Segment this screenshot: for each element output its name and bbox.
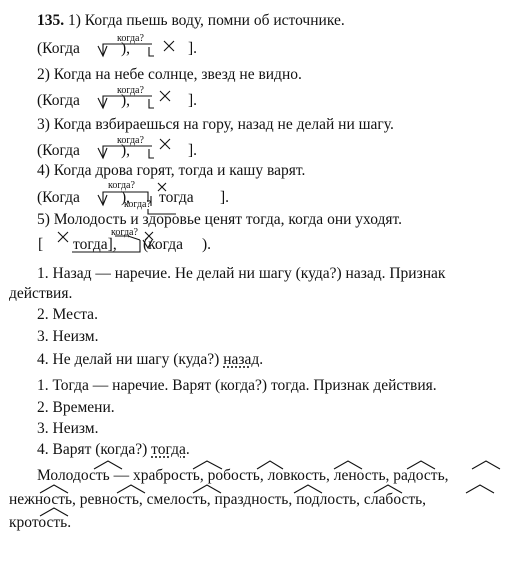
scheme-4-close: ]. — [220, 189, 230, 206]
scheme-5-close: ). — [202, 236, 212, 253]
arrow-down-icon — [98, 195, 107, 205]
arrow-down-icon — [98, 98, 107, 108]
underlined-word: назад — [223, 351, 260, 368]
scheme-5-mid: тогда], — [73, 236, 117, 253]
scheme-2-open: (Когда — [37, 92, 80, 109]
underlined-word: тогда — [151, 441, 186, 458]
scheme-5-label: когда? — [111, 227, 138, 238]
analysis-b-line-1: 1. Тогда — наречие. Варят (когда?) тогда. Признак действия. — [37, 377, 437, 394]
bracket-shape — [149, 47, 154, 56]
scheme-5-open: [ — [38, 236, 44, 253]
scheme-2-mid: ), — [121, 92, 131, 109]
scheme-5-tail: (когда — [143, 236, 184, 253]
analysis-a-line-3: 3. Неизм. — [37, 328, 99, 345]
arrow-down-icon — [98, 148, 107, 158]
scheme-4-tail: тогда — [159, 189, 194, 206]
words-line-1: Молодость — храбрость, робость, ловкость, леность, радость, — [37, 467, 449, 484]
scheme-3-label: когда? — [117, 135, 144, 146]
analysis-b-line-4: 4. Варят (когда?) тогда. — [37, 441, 190, 458]
arrow-down-icon — [98, 46, 107, 56]
analysis-a-line-2: 2. Места. — [37, 306, 98, 323]
analysis-b-line-2: 2. Времени. — [37, 399, 115, 416]
words-line-3: кротость. — [9, 514, 72, 531]
scheme-1-mid: ), — [121, 40, 131, 57]
scheme-1-close: ]. — [188, 40, 198, 57]
suffix-arc — [466, 485, 494, 493]
bracket-shape — [149, 149, 154, 158]
cross-icon — [58, 232, 68, 242]
sentence-3: 3) Когда взбираешься на гору, назад не делай ни шагу. — [37, 116, 394, 133]
cross-icon — [160, 91, 170, 101]
suffix-arc — [472, 461, 500, 469]
scheme-4-label-b: когда? — [124, 199, 151, 210]
analysis-a-line-1b: действия. — [9, 285, 73, 302]
scheme-3-close: ]. — [188, 142, 198, 159]
scheme-3-mid: ), — [121, 142, 131, 159]
scheme-4-label-a: когда? — [108, 180, 135, 191]
scheme-1-label: когда? — [117, 33, 144, 44]
bracket-shape — [149, 99, 154, 108]
scheme-4-open: (Когда — [37, 189, 80, 206]
words-line-2: нежность, ревность, смелость, праздность, подлость, слабость, — [9, 491, 427, 508]
analysis-a-line-1: 1. Назад — наречие. Не делай ни шагу (куда?) назад. Признак — [37, 265, 446, 282]
sentence-4: 4) Когда дрова горят, тогда и кашу варят. — [37, 162, 306, 179]
sentence-5: 5) Молодость и здоровье ценят тогда, когда они уходят. — [37, 211, 402, 228]
scheme-2-label: когда? — [117, 85, 144, 96]
scheme-2-close: ]. — [188, 92, 198, 109]
analysis-b-line-3: 3. Неизм. — [37, 420, 99, 437]
cross-icon — [160, 139, 170, 149]
scheme-1-open: (Когда — [37, 40, 80, 57]
sentence-1: 135. 1) Когда пьешь воду, помни об источнике. — [37, 12, 345, 29]
scheme-3-open: (Когда — [37, 142, 80, 159]
scheme-4-mid: ), — [121, 189, 131, 206]
exercise-number: 135. — [37, 12, 65, 29]
analysis-a-line-4: 4. Не делай ни шагу (куда?) назад. — [37, 351, 264, 368]
cross-icon — [164, 41, 174, 51]
sentence-2: 2) Когда на небе солнце, звезд не видно. — [37, 66, 302, 83]
